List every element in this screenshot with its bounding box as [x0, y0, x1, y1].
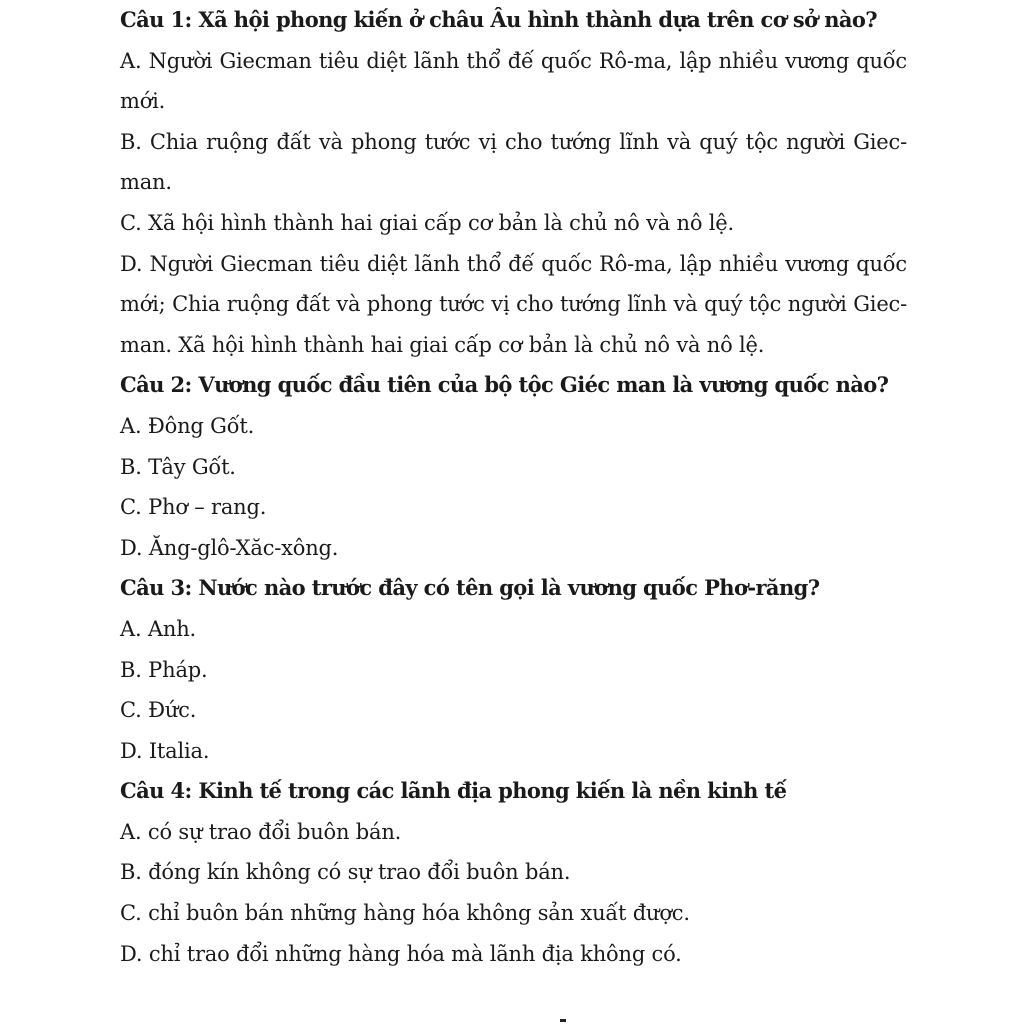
question-4 — [120, 771, 907, 974]
answer-option-b: B. Chia ruộng đất và phong tước vị cho tướng lĩnh và quý tộc người Giec-man. — [120, 129, 907, 195]
answer-option-a: A. Người Giecman tiêu diệt lãnh thổ đế quốc Rô-ma, lập nhiều vương quốc mới. — [120, 48, 907, 114]
quiz-document — [120, 0, 907, 974]
answer-option-c: C. Đức. — [120, 698, 197, 723]
question-1 — [120, 0, 907, 365]
question-title: Câu 1: Xã hội phong kiến ở châu Âu hình thành dựa trên cơ sở nào? — [120, 7, 877, 32]
answer-option-d: D. Người Giecman tiêu diệt lãnh thổ đế quốc Rô-ma, lập nhiều vương quốc mới; Chia ruộng đất và phong tước vị cho tướng lĩnh và quý tộc người Giec-man. Xã hội hình thành hai giai cấp cơ bản là chủ nô và nô lệ. — [120, 251, 907, 357]
answer-option-c: C. Phơ – rang. — [120, 495, 267, 520]
answer-option-b: B. Tây Gốt. — [120, 454, 236, 479]
answer-option-a: A. có sự trao đổi buôn bán. — [120, 819, 402, 844]
question-title: Câu 2: Vương quốc đầu tiên của bộ tộc Giéc man là vương quốc nào? — [120, 372, 889, 398]
answer-option-d: D. Italia. — [120, 738, 210, 763]
answer-option-b: B. Pháp. — [120, 657, 208, 682]
answer-option-d: D. Ăng-glô-Xăc-xông. — [120, 535, 339, 560]
question-2 — [120, 365, 907, 568]
page-edge-mark — [560, 1019, 566, 1022]
answer-option-c: C. Xã hội hình thành hai giai cấp cơ bản là chủ nô và nô lệ. — [120, 210, 735, 235]
answer-option-a: A. Đông Gốt. — [120, 413, 255, 438]
answer-option-d: D. chỉ trao đổi những hàng hóa mà lãnh địa không có. — [120, 941, 682, 966]
answer-option-b: B. đóng kín không có sự trao đổi buôn bán. — [120, 860, 571, 885]
question-title: Câu 3: Nước nào trước đây có tên gọi là vương quốc Phơ-răng? — [120, 575, 820, 601]
question-3 — [120, 568, 907, 771]
answer-option-a: A. Anh. — [120, 616, 197, 641]
question-title: Câu 4: Kinh tế trong các lãnh địa phong kiến là nền kinh tế — [120, 778, 787, 804]
answer-option-c: C. chỉ buôn bán những hàng hóa không sản xuất được. — [120, 901, 690, 926]
